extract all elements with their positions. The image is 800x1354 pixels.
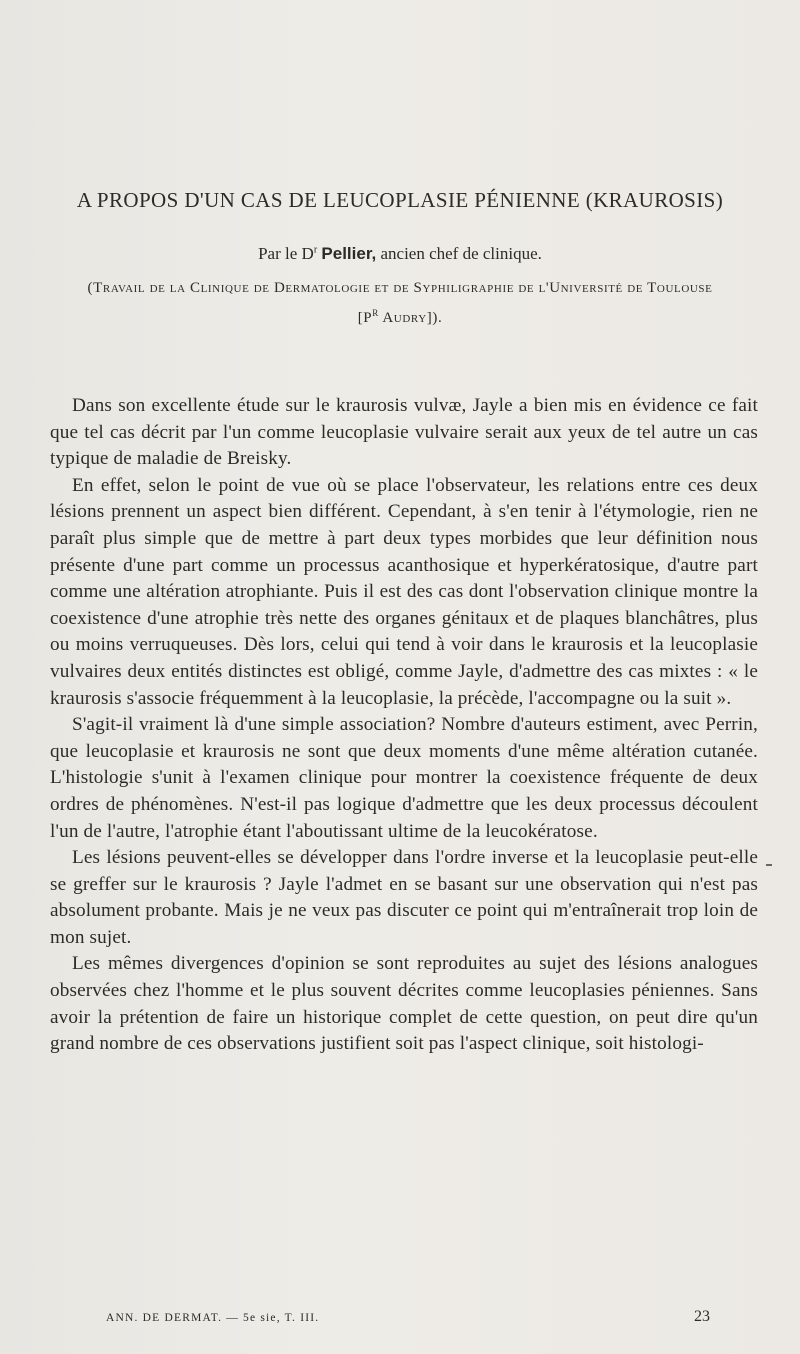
byline-suffix: ancien chef de clinique. <box>376 244 542 263</box>
article-body <box>50 393 758 1058</box>
byline <box>0 244 800 264</box>
paragraph-2: En effet, selon le point de vue où se place l'observateur, les relations entre ces deux lésions prennent un aspect bien différent. Cependant, à s'en tenir à l'étymologie, rien ne paraît plus simple que de mettre à part deux types morbides que leur définition nous présente d'une part comme un processus acanthosique et hyperkératosique, d'autre part comme une altération atrophiante. Puis il est des cas dont l'observation clinique montre la coexistence d'une atrophie très nette des organes génitaux et de plaques blanchâtres, plus ou moins verruqueuses. Dès lors, celui qui tend à voir dans le kraurosis et la leucoplasie vulvaires deux entités distinctes est obligé, comme Jayle, d'admettre des cas mixtes : « le kraurosis s'associe fréquemment à la leucoplasie, la précède, l'accompagne ou la suit ». <box>50 474 758 709</box>
paragraph-3: S'agit-il vraiment là d'une simple association? Nombre d'auteurs estiment, avec Perrin, que leucoplasie et kraurosis ne sont que deux moments d'une même altération cutanée. L'histologie s'unit à l'examen clinique pour montrer la coexistence fréquente de deux ordres de phénomènes. N'est-il pas logique d'admettre que les deux processus découlent l'un de l'autre, l'atrophie étant l'aboutissant ultime de la leucokératose. <box>50 714 758 842</box>
paragraph-5: Les mêmes divergences d'opinion se sont reproduites au sujet des lésions analogues observées chez l'homme et le plus souvent décrites comme leucoplasies péniennes. Sans avoir la prétention de faire un historique complet de cette question, on peut dire qu'un grand nombre de ces observations justifient soit pas l'aspect clinique, soit histologi- <box>50 953 758 1055</box>
page-footer <box>106 1308 710 1326</box>
paragraph-1: Dans son excellente étude sur le kraurosis vulvæ, Jayle a bien mis en évidence ce fait que tel cas décrit par l'un comme leucoplasie vulvaire serait aux yeux de tel autre un cas typique de maladie de Breisky. <box>50 395 758 470</box>
affiliation-line-2 <box>40 300 760 330</box>
page-number: 23 <box>694 1308 710 1325</box>
article-title: A PROPOS D'UN CAS DE LEUCOPLASIE PÉNIENNE (KRAUROSIS) <box>76 188 724 212</box>
byline-prefix: Par le D <box>258 244 314 263</box>
affiliation-sup: r <box>372 305 379 319</box>
affiliation-line-1: (Travail de la Clinique de Dermatologie et de Syphiligraphie de l'Université de Toulouse <box>87 280 713 296</box>
affiliation <box>40 276 760 330</box>
byline-sup: r <box>313 244 318 256</box>
journal-reference: ANN. DE DERMAT. — 5e sie, T. III. <box>106 1312 320 1324</box>
author-name: Pellier, <box>321 244 377 263</box>
paragraph-4: Les lésions peuvent-elles se développer dans l'ordre inverse et la leucoplasie peut-elle se greffer sur le kraurosis ? Jayle l'admet en se basant sur une observation qui n'est pas absolument probante. Mais je ne veux pas discuter ce point qui m'entraînerait trop loin de mon sujet. <box>50 847 758 948</box>
affiliation-name: Audry]). <box>378 310 443 326</box>
affiliation-prefix: [P <box>357 310 373 326</box>
margin-mark <box>766 864 772 866</box>
